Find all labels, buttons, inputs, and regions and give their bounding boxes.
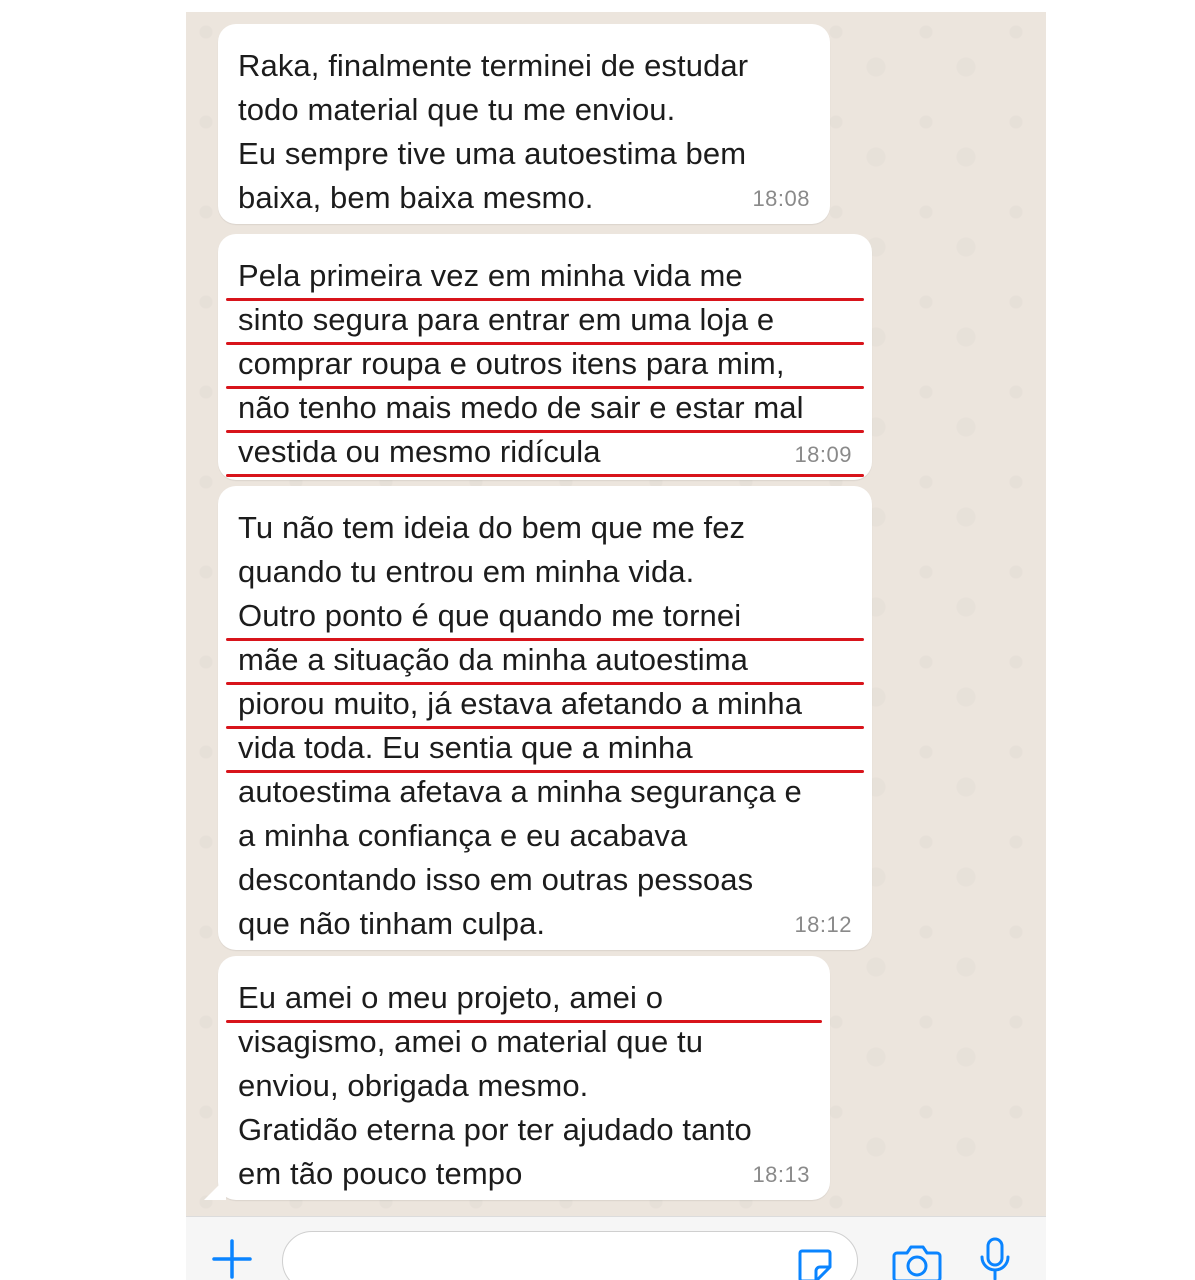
message-timestamp: 18:08 — [752, 186, 810, 211]
message-line: mãe a situação da minha autoestima — [238, 638, 852, 682]
message-line: vestida ou mesmo ridícula — [238, 430, 852, 474]
message-line: que não tinham culpa. — [238, 906, 546, 941]
message-line: baixa, bem baixa mesmo. — [238, 180, 594, 215]
message-bubble-4[interactable] — [218, 956, 830, 1200]
message-timestamp: 18:12 — [794, 912, 852, 937]
message-line: não tenho mais medo de sair e estar mal — [238, 386, 852, 430]
microphone-icon[interactable] — [978, 1237, 1012, 1280]
message-bubble-3[interactable] — [218, 486, 872, 950]
chat-screen — [186, 12, 1046, 1280]
message-line: Eu amei o meu projeto, amei o — [238, 976, 810, 1020]
message-line: sinto segura para entrar em uma loja e — [238, 298, 852, 342]
message-line: Tu não tem ideia do bem que me fez — [238, 510, 746, 545]
message-line: quando tu entrou em minha vida. — [238, 554, 695, 589]
message-line: comprar roupa e outros itens para mim, — [238, 342, 852, 386]
plus-icon[interactable] — [212, 1239, 252, 1279]
message-line: enviou, obrigada mesmo. — [238, 1068, 589, 1103]
message-timestamp: 18:09 — [794, 442, 852, 467]
sticker-icon[interactable] — [796, 1247, 834, 1280]
message-bubble-1[interactable] — [218, 24, 830, 224]
message-line: Gratidão eterna por ter ajudado tanto — [238, 1112, 752, 1147]
message-line: a minha confiança e eu acabava — [238, 818, 688, 853]
message-line: todo material que tu me enviou. — [238, 92, 676, 127]
message-line: Eu sempre tive uma autoestima bem — [238, 136, 747, 171]
message-bubble-2[interactable] — [218, 234, 872, 480]
message-line: vida toda. Eu sentia que a minha — [238, 726, 852, 770]
message-line: visagismo, amei o material que tu — [238, 1024, 704, 1059]
message-line: autoestima afetava a minha segurança e — [238, 774, 802, 809]
camera-icon[interactable] — [892, 1243, 942, 1280]
message-line: em tão pouco tempo — [238, 1156, 523, 1191]
message-input[interactable] — [282, 1231, 858, 1280]
message-line: piorou muito, já estava afetando a minha — [238, 682, 852, 726]
message-line: Raka, finalmente terminei de estudar — [238, 48, 749, 83]
message-input-bar — [186, 1216, 1046, 1280]
message-line: Pela primeira vez em minha vida me — [238, 254, 852, 298]
message-line: descontando isso em outras pessoas — [238, 862, 754, 897]
message-line: Outro ponto é que quando me tornei — [238, 594, 852, 638]
message-timestamp: 18:13 — [752, 1162, 810, 1187]
